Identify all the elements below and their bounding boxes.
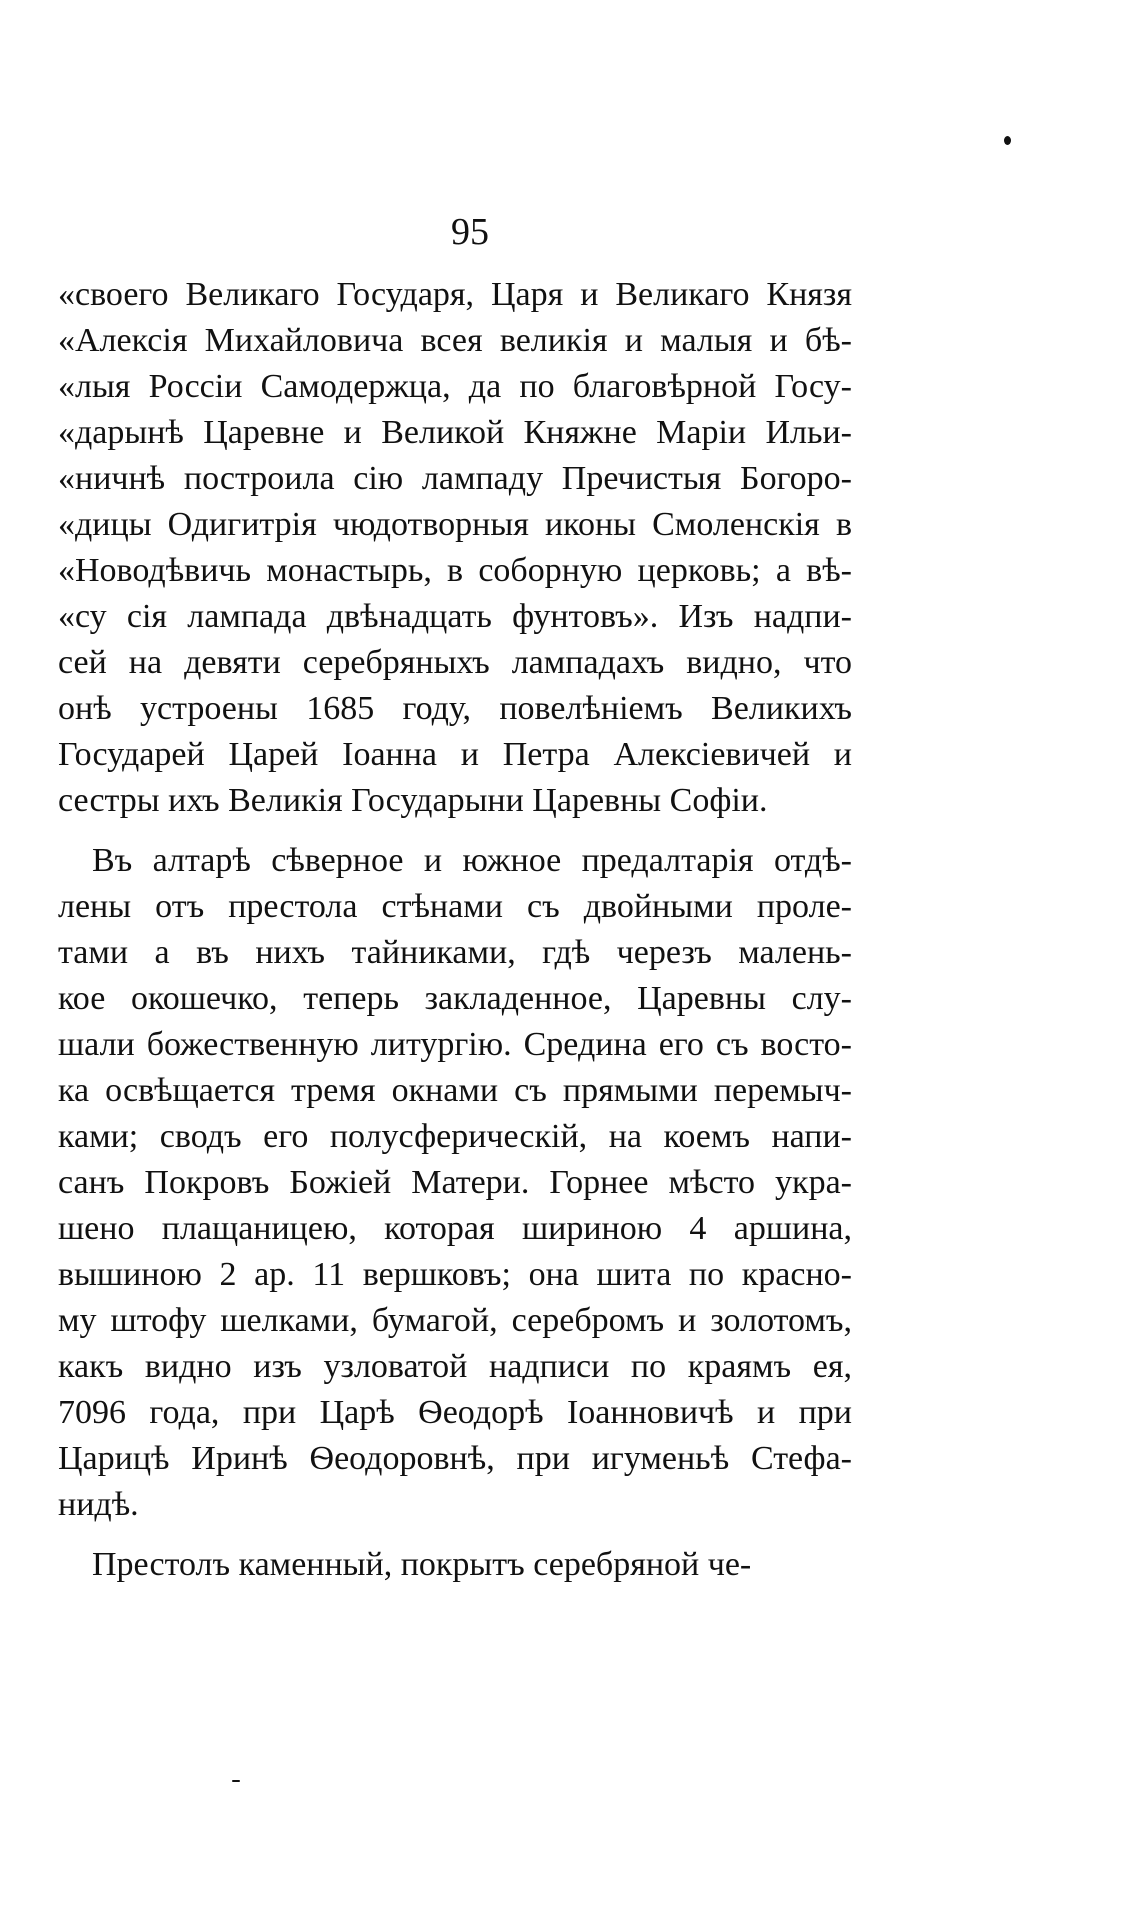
text-line: онѣ устроены 1685 году, повелѣніемъ Великихъ [58, 690, 852, 727]
text-line: нидѣ. [58, 1486, 139, 1523]
text-line: сей на девяти серебряныхъ лампадахъ видно, что [58, 644, 852, 681]
text-line: ка освѣщается тремя окнами съ прямыми перемыч- [58, 1072, 852, 1109]
text-line: шено плащаницею, которая шириною 4 аршина, [58, 1210, 852, 1247]
text-line: санъ Покровъ Божіей Матери. Горнее мѣсто укра- [58, 1164, 852, 1201]
text-line: кое окошечко, теперь закладенное, Царевны слу- [58, 980, 852, 1017]
text-line: лены отъ престола стѣнами съ двойными проле- [58, 888, 852, 925]
text-line: Государей Царей Іоанна и Петра Алексіевичей и [58, 736, 852, 773]
ink-speck [232, 1780, 240, 1782]
text-line: Въ алтарѣ сѣверное и южное предалтарія отдѣ- [92, 842, 852, 879]
text-line: «Новодѣвичь монастырь, в соборную церковь; а вѣ- [58, 552, 852, 589]
text-line: «ничнѣ построила сію лампаду Пречистыя Богоро- [58, 460, 852, 497]
paragraph-1 [58, 272, 852, 824]
text-line: му штофу шелками, бумагой, серебромъ и золотомъ, [58, 1302, 852, 1339]
ink-speck [1004, 136, 1011, 145]
text-line: сестры ихъ Великія Государыни Царевны Софіи. [58, 782, 768, 819]
text-line: ками; сводъ его полусферическій, на коемъ напи- [58, 1118, 852, 1155]
text-line: 7096 года, при Царѣ Ѳеодорѣ Іоанновичѣ и при [58, 1394, 852, 1431]
text-line: Царицѣ Иринѣ Ѳеодоровнѣ, при игуменьѣ Стефа- [58, 1440, 852, 1477]
text-line: Престолъ каменный, покрытъ серебряной че- [92, 1546, 752, 1583]
body-text [58, 272, 852, 1588]
text-line: «дарынѣ Царевне и Великой Княжне Маріи Ильи- [58, 414, 852, 451]
text-line: «дицы Одигитрія чюдотворныя иконы Смоленскія в [58, 506, 852, 543]
text-line: «су сія лампада двѣнадцать фунтовъ». Изъ надпи- [58, 598, 852, 635]
text-line: «Алексія Михайловича всея великія и малыя и бѣ- [58, 322, 852, 359]
text-line: шали божественную литургію. Средина его съ восто- [58, 1026, 852, 1063]
paragraph-gap [58, 1528, 852, 1542]
text-line: тами а въ нихъ тайниками, гдѣ черезъ малень- [58, 934, 852, 971]
text-line: вышиною 2 ар. 11 вершковъ; она шита по красно- [58, 1256, 852, 1293]
paragraph-gap [58, 824, 852, 838]
text-line: «своего Великаго Государя, Царя и Великаго Князя [58, 276, 852, 313]
page-number: 95 [451, 211, 489, 253]
paragraph-3 [58, 1542, 852, 1588]
text-line: «лыя Россіи Самодержца, да по благовѣрной Госу- [58, 368, 852, 405]
paragraph-2 [58, 838, 852, 1528]
text-line: какъ видно изъ узловатой надписи по краямъ ея, [58, 1348, 852, 1385]
